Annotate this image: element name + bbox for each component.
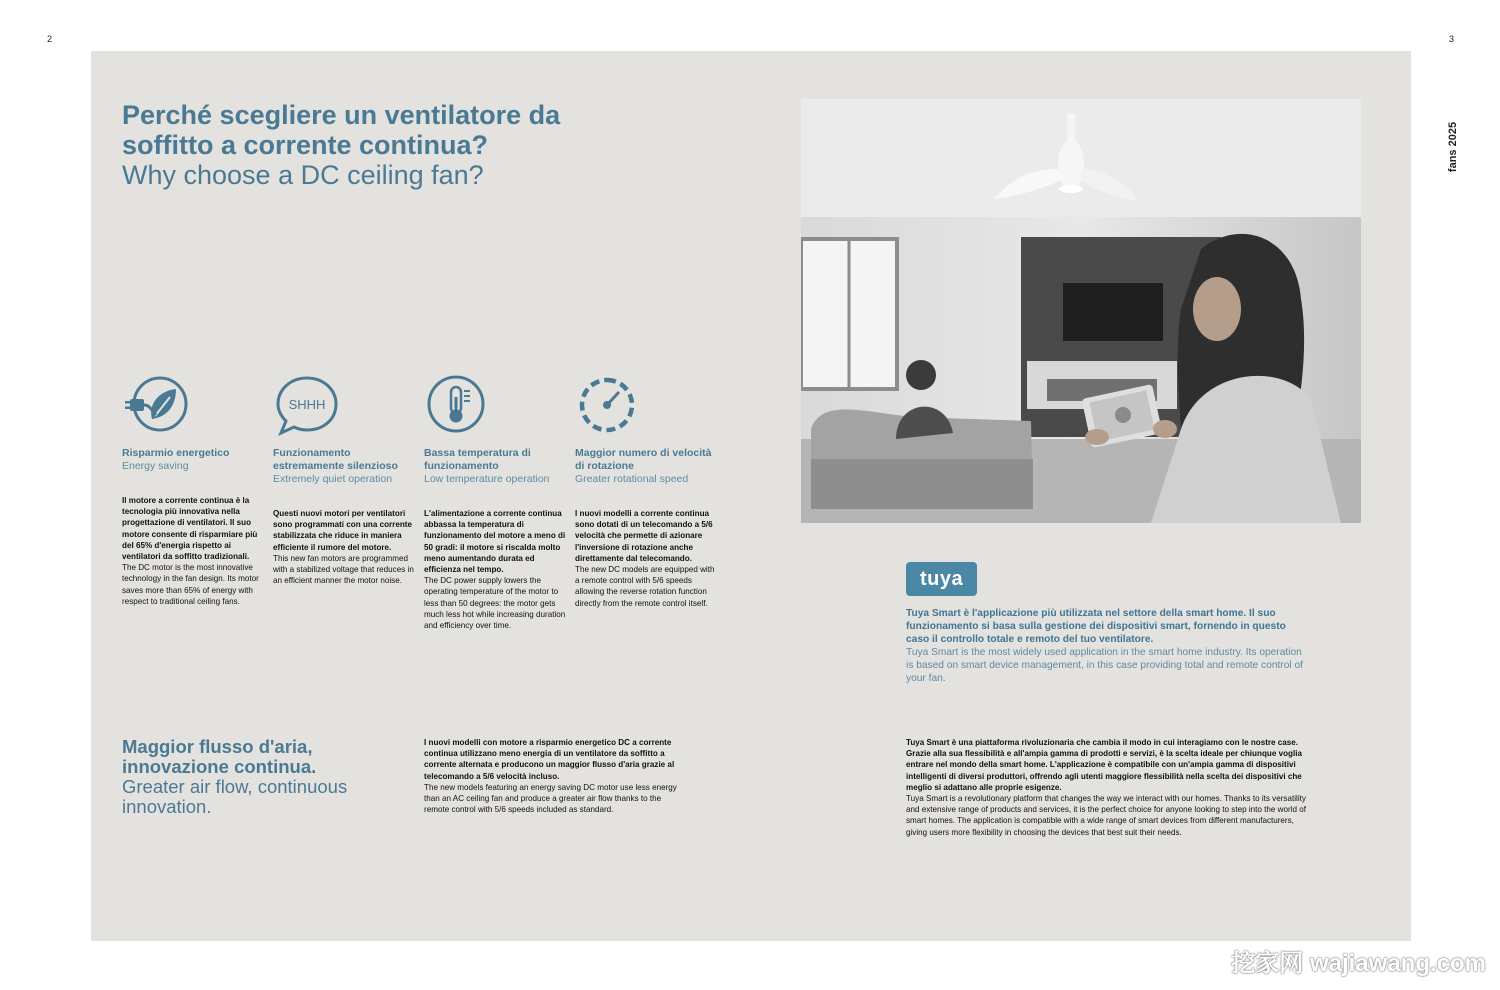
page-number-left: 2 bbox=[47, 34, 53, 44]
airflow-description bbox=[424, 737, 684, 815]
airflow-heading-english: Greater air flow, continuous innovation. bbox=[122, 776, 348, 817]
feature-description-italian: L'alimentazione a corrente continua abbassa la temperatura di funzionamento del motore a meno di 50 gradi: il motore si riscalda molto meno aumentando durata ed efficienza nel tempo. bbox=[424, 509, 566, 575]
feature-title-italian: Risparmio energetico bbox=[122, 447, 230, 459]
feature-description-english: The DC power supply lowers the operating temperature of the motor to less than 50 degrees: the motor gets much less hot while increasing duration and efficiency over time. bbox=[424, 576, 566, 631]
speech-bubble-shhh-icon bbox=[273, 375, 343, 437]
feature-low-temperature bbox=[424, 375, 566, 631]
tuya-description-english: Tuya Smart is a revolutionary platform that changes the way we interact with our homes. Thanks to its versatility and extensive range of products and services, it is the perfect choice for anyone looking to step into the world of smart homes. The application is compatible with a wide range of smart devices from different manufacturers, giving users more flexibility in choosing the devices that best suit their needs. bbox=[906, 794, 1306, 837]
page-title bbox=[122, 100, 642, 190]
feature-description-english: This new fan motors are programmed with a stabilized voltage that reduces in an efficient manner the motor noise. bbox=[273, 553, 414, 586]
feature-title-italian: Bassa temperatura di funzionamento bbox=[424, 447, 531, 472]
tuya-logo: tuya bbox=[906, 562, 977, 596]
feature-description-italian: I nuovi modelli a corrente continua sono dotati di un telecomando a 5/6 velocità che permette di azionare l'inversione di rotazione anche direttamente dal telecomando. bbox=[575, 509, 713, 563]
feature-title-english: Extremely quiet operation bbox=[273, 473, 393, 485]
shhh-icon-text: SHHH bbox=[288, 397, 326, 412]
page-title-english: Why choose a DC ceiling fan? bbox=[122, 160, 484, 190]
airflow-description-italian: I nuovi modelli con motore a risparmio energetico DC a corrente continua utilizzano meno energia di un ventilatore da soffitto a corrente alternata e producono un maggior flusso d'aria grazie al telecomando a 5/6 velocità incluso. bbox=[424, 738, 675, 781]
feature-description bbox=[575, 508, 717, 609]
feature-quiet-operation bbox=[273, 375, 415, 586]
feature-title-italian: Maggior numero di velocità di rotazione bbox=[575, 447, 712, 472]
side-label bbox=[1441, 112, 1465, 182]
energy-leaf-plug-icon bbox=[122, 375, 192, 437]
feature-description-italian: Questi nuovi motori per ventilatori sono programmati con una corrente stabilizzata che riduce in maniera efficiente il rumore del motore. bbox=[273, 509, 412, 552]
living-room-photo bbox=[801, 99, 1361, 523]
airflow-heading-italian: Maggior flusso d'aria, innovazione continua. bbox=[122, 736, 317, 777]
feature-title-english: Energy saving bbox=[122, 460, 189, 472]
side-label-text: fans 2025 bbox=[1447, 121, 1459, 173]
page-title-italian: Perché scegliere un ventilatore da soffitto a corrente continua? bbox=[122, 100, 561, 160]
feature-description-english: The DC motor is the most innovative technology in the fan design. Its motor saves more than 65% of energy with respect to traditional ceiling fans. bbox=[122, 563, 259, 606]
tuya-description bbox=[906, 737, 1306, 838]
feature-description-italian: Il motore a corrente continua è la tecnologia più innovativa nella progettazione di ventilatori. Il suo motore consente di risparmiare più del 65% d'energia rispetto ai ventilatori da soffitto tradizionali. bbox=[122, 496, 258, 562]
thermometer-icon bbox=[424, 375, 494, 437]
feature-energy-saving bbox=[122, 375, 264, 607]
tuya-description-italian: Tuya Smart è una piattaforma rivoluzionaria che cambia il modo in cui interagiamo con le nostre case. Grazie alla sua flessibilità e all'ampia gamma di prodotti e servizi, è la scelta ideale per chiunque voglia entrare nel mondo della smart home. L'applicazione è compatibile con un'ampia gamma di dispositivi intelligenti di diversi produttori, offrendo agli utenti maggiore flessibilità nella scelta dei dispositivi che meglio si adattano alle proprie esigenze. bbox=[906, 738, 1302, 792]
feature-description bbox=[273, 508, 415, 586]
tuya-intro bbox=[906, 607, 1306, 685]
tuya-intro-english: Tuya Smart is the most widely used application in the smart home industry. Its operation is based on smart device management, in this case providing total and remote control of your fan. bbox=[906, 647, 1303, 684]
feature-description bbox=[122, 495, 264, 607]
feature-description bbox=[424, 508, 566, 631]
airflow-heading bbox=[122, 737, 402, 817]
feature-description-english: The new DC models are equipped with a remote control with 5/6 speeds allowing the reverse rotation function directly from the remote control itself. bbox=[575, 565, 715, 608]
feature-title-english: Low temperature operation bbox=[424, 473, 550, 485]
watermark: 挖家网 wajiawang.com bbox=[1231, 950, 1486, 977]
feature-title-english: Greater rotational speed bbox=[575, 473, 689, 485]
page-number-right: 3 bbox=[1449, 34, 1455, 44]
feature-title-italian: Funzionamento estremamente silenzioso bbox=[273, 447, 398, 472]
feature-rotational-speed bbox=[575, 375, 717, 609]
tuya-intro-italian: Tuya Smart è l'applicazione più utilizzata nel settore della smart home. Il suo funzionamento si basa sulla gestione dei dispositivi smart, fornendo in questo caso il controllo totale e remoto del tuo ventilatore. bbox=[906, 608, 1286, 645]
airflow-description-english: The new models featuring an energy saving DC motor use less energy than an AC ceiling fan and produce a greater air flow thanks to the remote control with 5/6 speeds included as standard. bbox=[424, 782, 677, 815]
speedometer-icon bbox=[575, 375, 645, 437]
